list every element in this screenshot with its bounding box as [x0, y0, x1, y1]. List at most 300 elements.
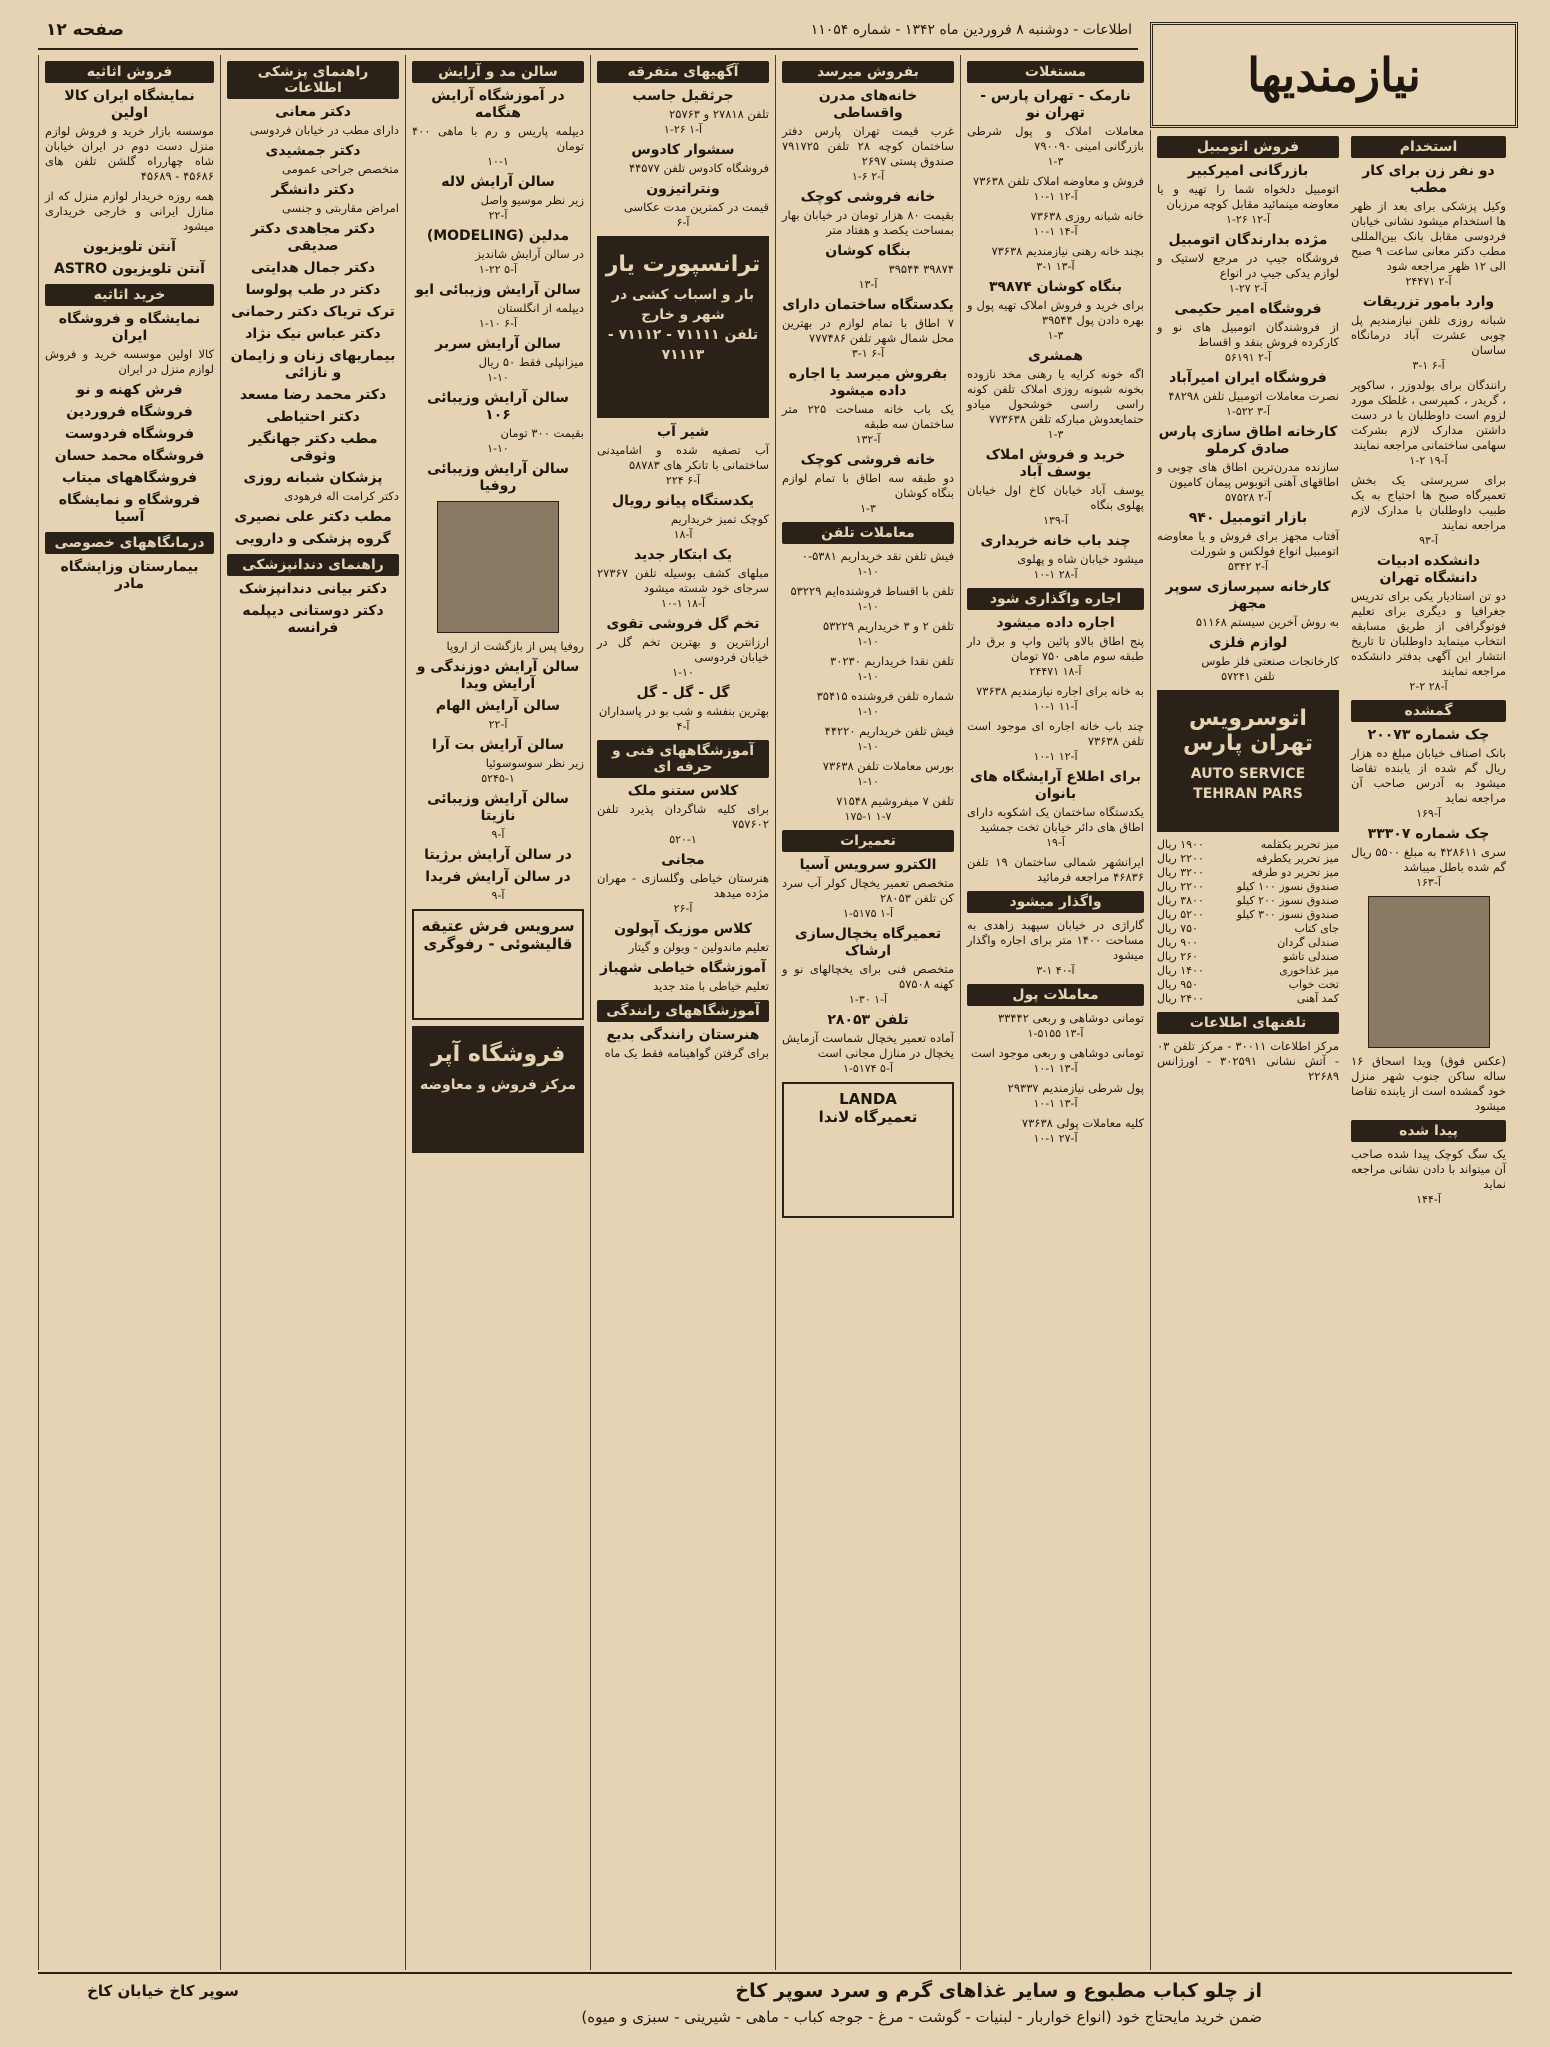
ad-text: فروش و معاوضه املاک تلفن ۷۳۶۳۸	[973, 174, 1144, 188]
classified-ad	[1351, 473, 1506, 548]
price-item: میز غذاخوری	[1279, 964, 1339, 977]
ad-code: آ-۴	[676, 720, 690, 733]
classified-ad	[45, 470, 214, 487]
classified-ad	[782, 654, 954, 684]
section-header: واگذار میشود	[967, 891, 1144, 913]
ad-text: شبانه روزی تلفن نیازمندیم پل چوبی عشرت آباد درمانگاه ساسان	[1351, 313, 1506, 357]
ad-headline: نمایشگاه و فروشگاه ایران	[58, 311, 201, 344]
ad-text: بقیمت ۳۰۰ تومان	[500, 426, 584, 440]
ad-text: تومانی دوشاهی و ربعی ۳۳۴۴۲	[997, 1011, 1144, 1025]
classified-ad	[967, 1116, 1144, 1146]
ad-headline: لوازم فلزی	[1208, 635, 1288, 651]
classified-ad	[967, 918, 1144, 978]
ad-code: ۱-۱۰	[857, 705, 879, 718]
ad-text: موسسه بازار خرید و فروش لوازم منزل دست دوم در ایران خیابان شاه چهارراه گلشن تلفن های ۴۵۶۸۶ - ۴۵۶۸۹	[45, 124, 214, 183]
classified-ad	[782, 926, 954, 1007]
ad-code: آ-۲۷ ۱-۱۰	[1033, 1132, 1078, 1145]
ad-code: آ-۲۲	[488, 209, 508, 222]
ad-text: تعلیم ماندولین - ویولن و گیتار	[628, 940, 769, 954]
masthead-title: نیازمندیها	[1150, 22, 1518, 128]
ad-headline: تعمیرگاه یخچال‌سازی ارشاک	[794, 926, 942, 959]
ad-headline: دانشکده ادبیات دانشگاه تهران	[1376, 553, 1481, 586]
classified-ad	[597, 1027, 769, 1061]
classified-ad	[227, 348, 399, 382]
classified-ad	[597, 142, 769, 176]
ad-text: به خانه برای اجاره نیازمندیم ۷۳۶۳۸	[976, 684, 1144, 698]
display-ad-title: اتوسرویس تهران پارس	[1183, 706, 1313, 756]
ad-code: ۱-۳	[1047, 428, 1064, 441]
ad-text: بورس معاملات تلفن ۷۳۶۳۸	[822, 759, 954, 773]
classified-ad	[1157, 579, 1339, 630]
ad-code: آ-۹	[491, 828, 505, 841]
section-header: اجاره واگذاری شود	[967, 588, 1144, 610]
ad-code: آ-۱۲ ۲۶-۱	[1225, 213, 1271, 226]
ad-code: آ-۳ ۵۲۲-۱	[1225, 405, 1271, 418]
ad-headline: دکتر دانشگر	[271, 182, 355, 198]
ad-text: دو تن استادیار یکی برای تدریس جغرافیا و دیگری برای تعلیم فوتوگرافی از طریق مسابقه انتخاب مینماید داوطلبان تا تاریخ انتشار این آگهی بدفتر دانشکده مراجعه نمایند	[1351, 589, 1506, 678]
classified-ad	[227, 143, 399, 177]
ad-headline: شیر آب	[657, 424, 709, 440]
price-value: ۳۲۰۰ ریال	[1157, 866, 1204, 879]
column-7	[220, 55, 405, 1970]
section-header: سالن مد و آرایش	[412, 61, 584, 83]
price-row	[1157, 936, 1339, 950]
ad-text: قیمت در کمترین مدت عکاسی	[623, 200, 769, 214]
classified-ad	[412, 698, 584, 732]
ad-code: آ-۱۶۳	[1416, 876, 1441, 889]
classified-ad	[597, 616, 769, 680]
classified-ad	[967, 533, 1144, 582]
footer-line-2: ضمن خرید مایحتاج خود (انواع خواربار - لبنیات - گوشت - مرغ - جوجه کباب - ماهی - شیرینی - سبزی و میوه)	[581, 2008, 1262, 2026]
price-row	[1157, 978, 1339, 992]
ad-text: یوسف آباد خیابان کاخ اول خیابان پهلوی بنگاه	[967, 483, 1144, 512]
ad-headline: بازار اتومبیل ۹۴۰	[1188, 510, 1308, 526]
price-item: جای کتاب	[1294, 922, 1339, 935]
ad-text: کلیه معاملات پولی ۷۳۶۳۸	[1021, 1116, 1144, 1130]
portrait-photo	[1368, 896, 1490, 1048]
ad-headline: بفروش میرسد یا اجاره داده میشود	[788, 366, 948, 399]
section-header: راهنمای دندانپزشکی	[227, 554, 399, 576]
ad-text: غرب قیمت تهران پارس دفتر ساختمان کوچه ۲۸ تلفن ۷۹۱۷۲۵ صندوق پستی ۲۶۹۷	[782, 124, 954, 168]
ad-code: ۱-۱۰	[857, 740, 879, 753]
price-item: کمد آهنی	[1296, 992, 1339, 1005]
ad-headline: کارخانه سپرسازی سوپر مجهز	[1165, 579, 1331, 612]
classified-ad	[782, 243, 954, 292]
ad-code: آ-۱۳ ۱-۱۰	[1033, 1097, 1078, 1110]
ad-headline: چند باب خانه خریداری	[980, 533, 1131, 549]
classified-ad	[782, 189, 954, 238]
ad-headline: دکتر بیانی دندانپزشک	[238, 581, 388, 597]
price-value: ۲۲۰۰ ریال	[1157, 880, 1204, 893]
ad-headline: گروه پزشکی و دارویی	[235, 531, 391, 547]
classified-ad	[227, 470, 399, 504]
display-ad-phones: تلفن ۷۱۱۱۱ - ۷۱۱۱۲ - ۷۱۱۱۳	[607, 327, 759, 363]
ad-headline: تلفن ۲۸۰۵۳	[827, 1012, 909, 1028]
ad-headline: فروشگاه امیر حکیمی	[1174, 301, 1322, 317]
price-item: میز تحریر دو طرفه	[1251, 866, 1339, 879]
ad-code: آ-۲ ۲۷-۱	[1228, 282, 1268, 295]
classified-ad	[412, 88, 584, 169]
ad-headline: سالن آرایش وزیبائی ایو	[415, 282, 581, 298]
price-row	[1157, 964, 1339, 978]
column-4	[775, 55, 960, 1970]
ad-headline: سالن آرایش بت آرا	[432, 737, 564, 753]
display-ad	[782, 1082, 954, 1218]
ad-text: فروشگاه کادوس تلفن ۴۴۵۷۷	[628, 161, 769, 175]
ad-text: هنرستان خیاطی وگلسازی - مهران مژده میدهد	[597, 871, 769, 900]
classified-ad	[412, 461, 584, 495]
classified-ad	[1351, 553, 1506, 694]
section-header: بفروش میرسد	[782, 61, 954, 83]
ad-text: متخصص جراحی عمومی	[282, 162, 399, 176]
ad-text: سازنده مدرن‌ترین اطاق های چوبی و اطاقهای آهنی اتوبوس پیمان کامیون	[1157, 460, 1339, 489]
classified-ad	[782, 689, 954, 719]
section-header: آموزشگاههای رانندگی	[597, 1000, 769, 1022]
ad-text: متخصص فنی برای یخچالهای نو و کهنه ۵۷۵۰۸	[782, 962, 954, 991]
classified-ad	[782, 857, 954, 921]
ad-text: یک سگ کوچک پیدا شده صاحب آن میتواند با دادن نشانی مراجعه نماید	[1351, 1147, 1506, 1191]
ad-code: آ-۱ ۳۰-۱	[848, 993, 888, 1006]
classified-ad	[782, 619, 954, 649]
ad-text: تلفن با اقساط فروشنده‌ایم ۵۳۲۲۹	[790, 584, 954, 598]
ad-text: بقیمت ۸۰ هزار تومان در خیابان بهار بمساحت یکصد و هفتاد متر	[782, 208, 954, 237]
classified-ad	[1157, 370, 1339, 419]
ad-headline: خرید و فروش املاک یوسف آباد	[985, 447, 1126, 480]
page-number: صفحه ۱۲	[46, 20, 124, 40]
classified-ad	[1157, 510, 1339, 574]
ad-headline: آنتن تلویزیون	[83, 239, 176, 255]
ad-code: آ-۶ ۱-۳	[1412, 359, 1445, 372]
classified-ad	[45, 189, 214, 234]
ad-headline: کلاس موزیک آپولون	[614, 921, 752, 937]
ad-code: آ-۴۰ ۱-۳	[1036, 964, 1075, 977]
ad-headline: همشری	[1028, 348, 1083, 364]
ad-headline: ونتراتیزون	[646, 181, 720, 197]
ad-headline: دکتر احتیاطی	[266, 409, 360, 425]
classified-ad	[1157, 301, 1339, 365]
price-item: میز تحریر یکقلمه	[1260, 838, 1339, 851]
price-value: ۲۲۰۰ ریال	[1157, 852, 1204, 865]
classified-ad	[597, 88, 769, 137]
ad-code: ۱-۱۰	[857, 565, 879, 578]
ad-code: ۱-۱۰	[857, 775, 879, 788]
section-header: گمشده	[1351, 700, 1506, 722]
ad-text: برای خرید و فروش املاک تهیه پول و بهره دادن پول ۳۹۵۴۴	[967, 298, 1144, 327]
section-header: استخدام	[1351, 136, 1506, 158]
ad-text: معاملات املاک و پول شرطی بازرگانی امینی ۷۹۰۰۹۰	[967, 124, 1144, 153]
ad-text: مرکز اطلاعات ۳۰۰۱۱ - مرکز تلفن ۰۳ - آتش نشانی ۳۰۲۵۹۱ - اورژانس ۲۲۶۸۹	[1157, 1039, 1339, 1083]
classified-ad	[412, 659, 584, 693]
classified-ad	[227, 431, 399, 465]
classified-ad	[45, 404, 214, 421]
ad-headline: مدلین (MODELING)	[426, 228, 570, 244]
section-header: معاملات تلفن	[782, 522, 954, 544]
price-value: ۱۹۰۰ ریال	[1157, 838, 1204, 851]
ad-code: آ-۲۸ ۱-۱۰	[1033, 568, 1078, 581]
classified-ad	[782, 1012, 954, 1076]
photo-caption: روفیا پس از بازگشت از اروپا	[446, 639, 584, 653]
ad-code: آ-۹۳	[1419, 534, 1438, 547]
price-item: صندوق نسوز ۳۰۰ کیلو	[1236, 908, 1339, 921]
section-header: راهنمای پزشکی اطلاعات	[227, 61, 399, 99]
ad-headline: پزشکان شبانه روزی	[243, 470, 383, 486]
display-ad-title: فروشگاه آپر	[430, 1042, 566, 1067]
classified-ad	[45, 382, 214, 399]
ad-headline: خانه‌های مدرن واقساطی	[818, 88, 918, 121]
classified-ad	[412, 282, 584, 331]
ad-text: بانک اصناف خیابان مبلغ ده هزار ریال گم شده از یابنده تقاضا میشود به آدرس صاحب آن مراجعه نماید	[1351, 746, 1506, 805]
ad-headline: سالن آرایش سربر	[435, 336, 561, 352]
classified-ad	[782, 584, 954, 614]
section-header: درمانگاههای خصوصی	[45, 532, 214, 554]
ad-code: آ-۱۹ ۲-۱	[1409, 454, 1448, 467]
classified-ad	[227, 387, 399, 404]
price-item: میز تحریر یکطرفه	[1255, 852, 1339, 865]
ad-text: آفتاب مجهز برای فروش و یا معاوضه اتومبیل انواع فولکس و شورلت	[1157, 529, 1339, 558]
classified-ad	[412, 174, 584, 223]
section-header: خرید اثاثیه	[45, 284, 214, 306]
ad-code: آ-۱۴ ۱-۱۰	[1033, 225, 1078, 238]
ad-headline: دکتر جمال هدایتی	[250, 260, 376, 276]
ad-headline: آنتن تلویزیون ASTRO	[54, 261, 205, 277]
ad-code: آ-۶ ۱-۳	[851, 347, 885, 360]
ad-code: آ-۶	[676, 216, 690, 229]
ad-headline: خانه فروشی کوچک	[800, 452, 936, 468]
classified-ad	[597, 547, 769, 611]
ad-code: آ-۱۹	[1046, 836, 1065, 849]
classified-ad	[597, 960, 769, 994]
ad-headline: مژده بدارندگان اتومبیل	[1168, 232, 1328, 248]
ad-headline: دکتر عباس نیک نژاد	[245, 326, 381, 342]
ad-text: برای کلیه شاگردان پذیرد تلفن ۷۵۷۶۰۲	[597, 802, 769, 831]
ad-text: ۳۹۸۷۴ ۳۹۵۴۴	[888, 262, 954, 276]
ad-headline: دو نفر زن برای کار مطب	[1362, 163, 1495, 196]
ad-code: ۵۲۴۵-۱	[481, 772, 515, 785]
ad-text: سری ۴۲۸۶۱۱ به مبلغ ۵۵۰۰ ریال گم شده باطل میباشد	[1351, 845, 1507, 874]
ad-headline: بازرگانی امیرکبیر	[1187, 163, 1309, 179]
ad-headline: کلاس ستنو ملک	[627, 783, 739, 799]
classified-ad	[227, 182, 399, 216]
ad-text: چند باب خانه اجاره ای موجود است تلفن ۷۳۶۳۸	[967, 719, 1144, 748]
price-row	[1157, 852, 1339, 866]
ad-headline: سالن آرایش وزیبائی روفیا	[427, 461, 569, 494]
ad-headline: الکترو سرویس آسیا	[799, 857, 937, 873]
price-item: صندوق نسوز ۱۰۰ کیلو	[1236, 880, 1339, 893]
ad-headline: تخم گل فروشی تقوی	[606, 616, 760, 632]
ad-headline: در آموزشگاه آرایش هنگامه	[431, 88, 565, 121]
ad-headline: سالن آرایش الهام	[435, 698, 561, 714]
classified-ad	[227, 104, 399, 138]
display-ad-title: LANDA	[839, 1090, 897, 1108]
ad-text: همه روزه خریدار لوازم منزل که از منازل ایرانی و خارجی خریداری میشود	[45, 189, 214, 233]
classified-ad	[967, 174, 1144, 204]
ad-text: برای گرفتن گواهینامه فقط یک ماه	[604, 1046, 769, 1060]
ad-headline: دکتر جمشیدی	[265, 143, 361, 159]
photo-caption: (عکس فوق) ویدا اسحاق ۱۶ ساله ساکن جنوب شهر منزل خود گمشده است از یابنده تقاضا میشود	[1351, 1054, 1506, 1113]
ad-text: برای سرپرستی یک بخش تعمیرگاه صبح ها احتیاج به یک طبیب داوطلبان با مدارک لازم مراجعه نمایند	[1351, 473, 1506, 532]
classified-ad	[782, 452, 954, 516]
ad-headline: خانه فروشی کوچک	[800, 189, 936, 205]
ad-text: اگه خونه کرایه یا رهنی مخد نازوده بخونه شبونه روزی املاک تلفن کونه راسی راسی خوشحول میادو حتمایعدوش مبارکه تلفن ۷۷۳۶۳۸	[967, 367, 1144, 426]
display-ad-subtitle: قالیشوئی - رفوگری	[423, 935, 573, 953]
ad-text: ۷ اطاق با تمام لوازم در بهترین محل شمال شهر تلفن ۷۷۷۴۸۶	[782, 316, 954, 345]
classified-ad	[597, 424, 769, 488]
classified-ad	[1351, 294, 1506, 373]
classified-ad	[45, 492, 214, 526]
ad-text: در سالن آرایش شاندیز	[475, 247, 584, 261]
ad-headline: سالن آرایش لاله	[441, 174, 555, 190]
ad-text: تلفن ۷ میفروشیم ۷۱۵۴۸	[836, 794, 954, 808]
ad-headline: سشوار کادوس	[631, 142, 735, 158]
classified-ad	[227, 304, 399, 321]
ad-code: آ-۲۶	[673, 902, 693, 915]
ad-headline: جرثقیل جاسب	[632, 88, 734, 104]
price-value: ۹۵۰ ریال	[1157, 978, 1198, 991]
classified-ad	[967, 88, 1144, 169]
ad-text: بهترین بنفشه و شب بو در پاسداران	[598, 704, 769, 718]
classified-ad	[782, 88, 954, 184]
ad-code: ۱-۷ ۱۷۵-۱	[844, 810, 892, 823]
price-value: ۲۴۰۰ ریال	[1157, 992, 1204, 1005]
ad-code: آ-۱۱ ۱-۱۰	[1033, 700, 1078, 713]
display-ad	[1157, 690, 1339, 832]
classified-ad	[227, 509, 399, 526]
classified-ad	[597, 921, 769, 955]
ad-text: رانندگان برای بولدوزر ، ساکوپر ، گریدر ، کمپرسی ، غلطک مورد لزوم است داوطلبان با در دست داشتن مدارک لازم بشرکت سهامی ساختمانی مراجعه نمایند	[1351, 378, 1506, 452]
ad-code: ۱-۳	[860, 502, 876, 515]
ad-headline: فروشگاه ایران امیرآباد	[1169, 370, 1327, 386]
classified-ad	[1157, 424, 1339, 505]
price-row	[1157, 950, 1339, 964]
section-header: معاملات پول	[967, 984, 1144, 1006]
classified-ad	[412, 847, 584, 864]
column-1	[1345, 130, 1512, 1970]
ad-code: ۱-۱۰	[857, 670, 879, 683]
display-ad-subtitle: بار و اسباب کشی در شهر و خارج	[611, 287, 755, 323]
display-ad	[597, 236, 769, 418]
ad-text: میزانپلی فقط ۵۰ ریال	[478, 355, 584, 369]
ad-code: آ-۲۸ ۲-۲	[1409, 680, 1448, 693]
classified-ad	[227, 581, 399, 598]
column-8	[38, 55, 220, 1970]
classified-ad	[1351, 826, 1506, 890]
ad-code: آ-۱۳ ۱-۳	[1036, 260, 1075, 273]
ad-headline: فروشگاه و نمایشگاه آسیا	[58, 492, 201, 525]
ad-code: آ-۲ ۵۳۴۲	[1227, 560, 1269, 573]
ad-headline: فرش کهنه و نو	[76, 382, 183, 398]
display-ad-title: ترانسپورت یار	[605, 252, 761, 277]
column-3	[960, 55, 1150, 1970]
footer-right-text: سوپر کاخ خیابان کاخ	[87, 1982, 239, 2000]
classified-ad	[412, 737, 584, 786]
ad-text: تلفن نقدا خریداریم ۳۰۲۳۰	[830, 654, 954, 668]
price-value: ۵۲۰۰ ریال	[1157, 908, 1204, 921]
classified-ad	[967, 855, 1144, 885]
ad-headline: دکتر دوستانی دیپلمه فرانسه	[242, 603, 384, 636]
ad-code: آ-۱۳	[858, 278, 878, 291]
classified-ad	[597, 852, 769, 916]
ad-text: خانه شبانه روزی ۷۳۶۳۸	[1030, 209, 1144, 223]
ad-text: تعلیم خیاطی با متد جدید	[653, 979, 769, 993]
ad-text: تلفن ۲ و ۳ خریداریم ۵۳۲۲۹	[823, 619, 954, 633]
ad-text: زیر نظر موسیو واصل	[480, 193, 584, 207]
ad-headline: مجانی	[661, 852, 705, 868]
classified-ad	[45, 426, 214, 443]
ad-text: کارخانجات صنعتی فلز طوس	[1201, 654, 1339, 668]
ad-code: ۱-۳	[1047, 329, 1064, 342]
footer-ad	[38, 1972, 1512, 2034]
ad-headline: یکدستگاه پیانو رویال	[611, 493, 755, 509]
ad-code: آ-۱۳ ۵۱۵۵-۱	[1027, 1027, 1084, 1040]
classified-ad	[227, 409, 399, 426]
display-ad-title: سرویس فرش عتیقه	[421, 917, 575, 935]
classified-ad	[1157, 635, 1339, 684]
classified-ad	[597, 181, 769, 230]
ad-text: دیپلمه پاریس و رم با ماهی ۴۰۰ تومان	[412, 124, 584, 153]
ad-headline: چک شماره ۳۳۳۰۷	[1367, 826, 1490, 842]
classified-ad	[227, 221, 399, 255]
ad-text: به روش آخرین سیستم ۵۱۱۶۸	[1195, 615, 1339, 629]
ad-text: ایرانشهر شمالی ساختمان ۱۹ تلفن ۴۶۸۳۶ مراجعه فرمائید	[967, 855, 1144, 884]
display-ad-subtitle: مرکز فروش و معاوضه	[420, 1077, 576, 1093]
classified-ad	[45, 261, 214, 278]
ad-text: دکتر کرامت اله فرهودی	[284, 489, 399, 503]
classified-ad	[967, 1046, 1144, 1076]
ad-code: آ-۱۲ ۱-۱۰	[1033, 750, 1078, 763]
ad-code: آ-۲۲	[488, 718, 508, 731]
price-row	[1157, 894, 1339, 908]
price-item: صندلی گردان	[1277, 936, 1339, 949]
ad-code: آ-۵ ۵۱۷۴-۱	[843, 1062, 893, 1075]
ad-text: یکدستگاه ساختمان یک اشکوبه دارای اطاق های دائر خیابان تخت جمشید	[967, 805, 1144, 834]
ad-text: دو طبقه سه اطاق با تمام لوازم بنگاه کوشان	[782, 471, 954, 500]
display-ad-subtitle: تعمیرگاه لاندا	[818, 1108, 918, 1126]
ad-code: آ-۱۲ ۱-۱۰	[1033, 190, 1078, 203]
ad-code: آ-۱۴۴	[1416, 1193, 1441, 1206]
display-ad	[412, 1026, 584, 1153]
portrait-photo	[437, 501, 559, 633]
ad-headline: یکدستگاه ساختمان دارای	[782, 297, 954, 313]
ad-headline: مطب دکتر جهانگیر وثوقی	[248, 431, 378, 464]
ad-code: آ-۱۳ ۱-۱۰	[1033, 1062, 1078, 1075]
ad-headline: دکتر در طب پولوسا	[245, 282, 381, 298]
ad-headline: فروشگاه فروردین	[66, 404, 193, 420]
classified-ad	[412, 336, 584, 385]
ad-text: فیش تلفن خریداریم ۴۴۲۲۰	[824, 724, 954, 738]
classified-ad	[782, 549, 954, 579]
ad-text: گاراژی در خیابان سپهبد زاهدی به مساحت ۱۴۰۰ متر برای اجاره واگذار میشود	[967, 918, 1145, 962]
ad-text: فیش تلفن نقد خریداریم ۵۳۸۱-۰	[801, 549, 954, 563]
classified-ad	[45, 448, 214, 465]
ad-headline: فروشگاه فردوست	[64, 426, 195, 442]
ad-code: آ-۲ ۲۴۴۷۱	[1405, 275, 1452, 288]
classified-ad	[227, 326, 399, 343]
price-item: صندوق نسوز ۲۰۰ کیلو	[1236, 894, 1339, 907]
ad-text: آماده تعمیر یخچال شماست آزمایش یخچال در منازل مجانی است	[782, 1031, 954, 1060]
ad-text: تلفن ۲۷۸۱۸ و ۲۵۷۶۳	[669, 107, 769, 121]
classified-ad	[45, 88, 214, 184]
classified-ad	[1157, 163, 1339, 227]
classified-ad	[412, 390, 584, 456]
classified-ad	[782, 794, 954, 824]
ad-text: اتومبیل دلخواه شما را تهیه و یا معاوضه مینمائید مقابل کوچه مرزبان	[1157, 182, 1339, 211]
classified-ad	[967, 1081, 1144, 1111]
ad-code: ۱-۱۰	[487, 371, 509, 384]
ad-headline: سالن آرایش وزیبائی نازیتا	[427, 791, 569, 824]
ad-code: آ-۱۸ ۱-۱۰	[660, 597, 706, 610]
ad-headline: نمایشگاه ایران کالا اولین	[64, 88, 195, 121]
price-row	[1157, 866, 1339, 880]
